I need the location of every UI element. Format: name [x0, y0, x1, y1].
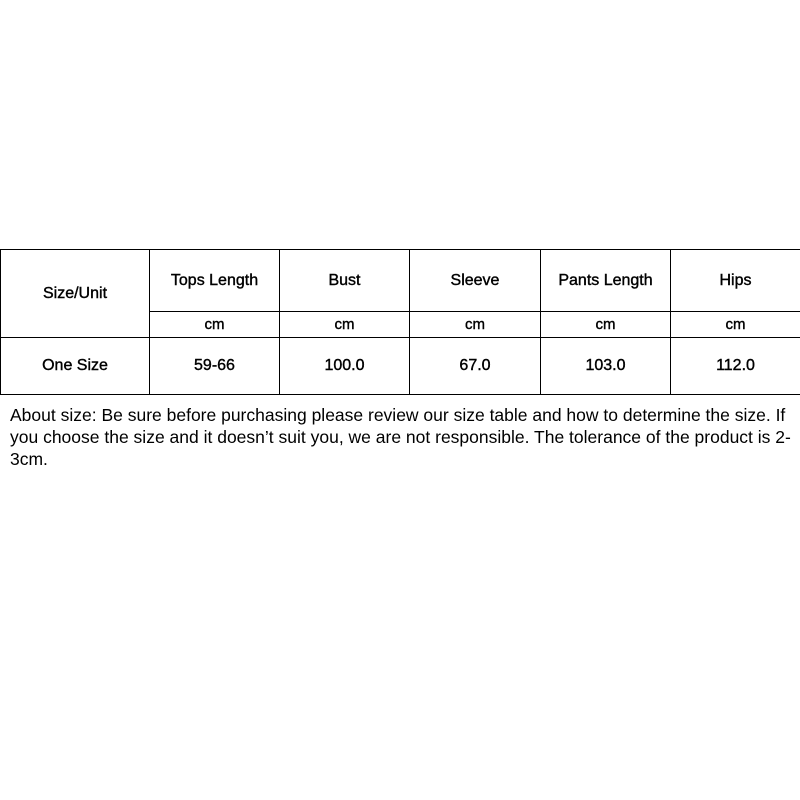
unit-cell-tops-length: cm	[150, 312, 280, 338]
corner-label-cell: Size/Unit	[1, 250, 150, 338]
value-cell-pants-length: 103.0	[541, 338, 671, 395]
table-row	[1, 338, 800, 395]
column-header-sleeve: Sleeve	[410, 250, 541, 312]
value-cell-bust: 100.0	[280, 338, 410, 395]
value-cell-hips: 112.0	[671, 338, 800, 395]
unit-cell-pants-length: cm	[541, 312, 671, 338]
value-cell-tops-length: 59-66	[150, 338, 280, 395]
column-header-tops-length: Tops Length	[150, 250, 280, 312]
size-name-cell: One Size	[1, 338, 150, 395]
size-table	[0, 249, 800, 395]
column-header-bust: Bust	[280, 250, 410, 312]
size-note-text: About size: Be sure before purchasing please review our size table and how to determine the size. If you choose the size and it doesn’t suit you, we are not responsible. The tolerance of the product is 2-3cm.	[10, 405, 791, 469]
table-header-row	[1, 250, 800, 312]
unit-cell-bust: cm	[280, 312, 410, 338]
column-header-pants-length: Pants Length	[541, 250, 671, 312]
value-cell-sleeve: 67.0	[410, 338, 541, 395]
column-header-hips: Hips	[671, 250, 800, 312]
unit-cell-sleeve: cm	[410, 312, 541, 338]
unit-cell-hips: cm	[671, 312, 800, 338]
